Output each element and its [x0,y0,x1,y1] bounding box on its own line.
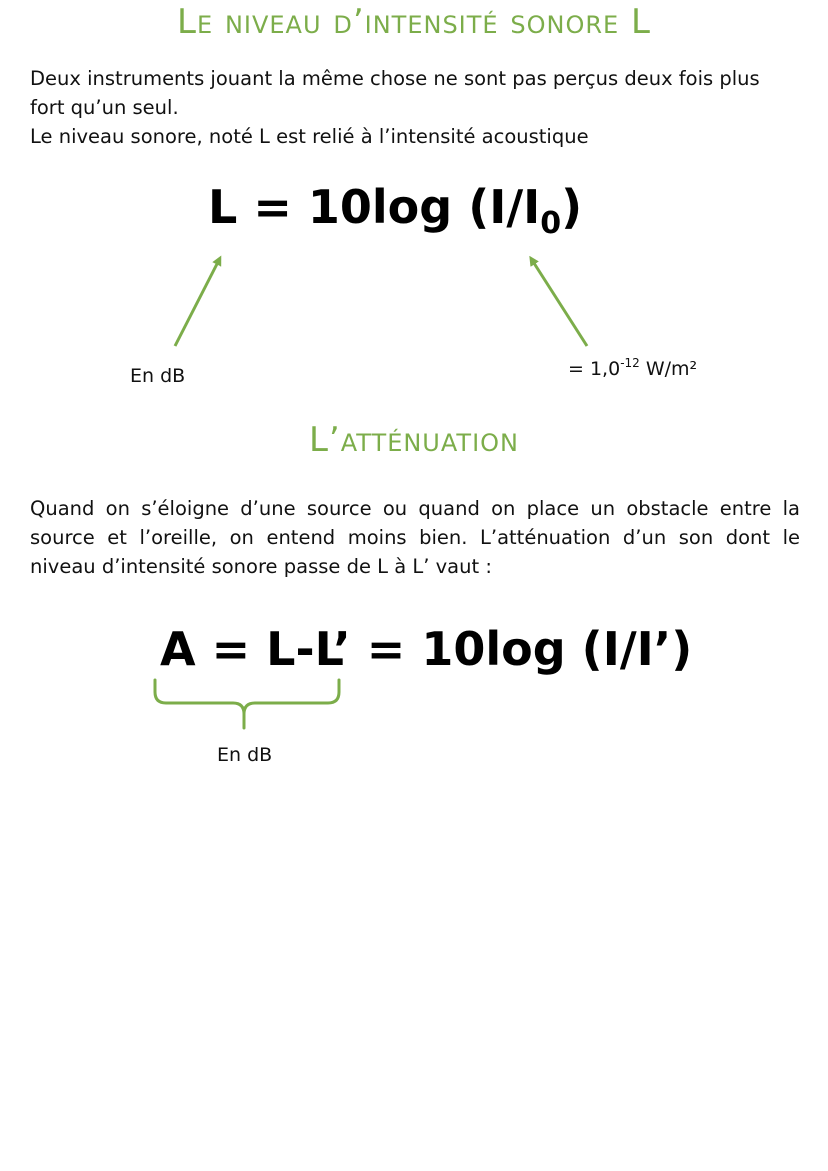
brace-icon [155,680,339,728]
arrow-right-icon [532,260,587,346]
formula-subscript: 0 [540,206,562,241]
formula-main: L = 10log (I/I [208,180,541,234]
section-heading-niveau-sonore: Le niveau d’intensité sonore L [177,2,651,42]
label-unit-db-left: En dB [130,365,186,387]
label-unit-db-bottom: En dB [217,744,273,766]
section-heading-attenuation: L’atténuation [308,420,520,460]
ref-prefix: = 1,0 [568,358,621,380]
intro-paragraph: Deux instruments jouant la même chose ne sont pas perçus deux fois plus fort qu’un seul. [30,67,760,119]
formula-close: ) [561,180,583,234]
arrow-left-icon [175,260,219,346]
ref-unit: W/m² [639,358,698,380]
intro-paragraph-line2: Le niveau sonore, noté L est relié à l’intensité acoustique [30,125,589,148]
ref-exponent: -12 [620,356,640,370]
attenuation-paragraph: Quand on s’éloigne d’une source ou quand on place un obstacle entre la source et l’oreille, on entend moins bien. L’atténuation d’un son dont le niveau d’intensité sonore passe de L à L’ vaut : [30,497,800,578]
formula-attenuation: A = L-L’ = 10log (I/I’) [160,622,693,676]
